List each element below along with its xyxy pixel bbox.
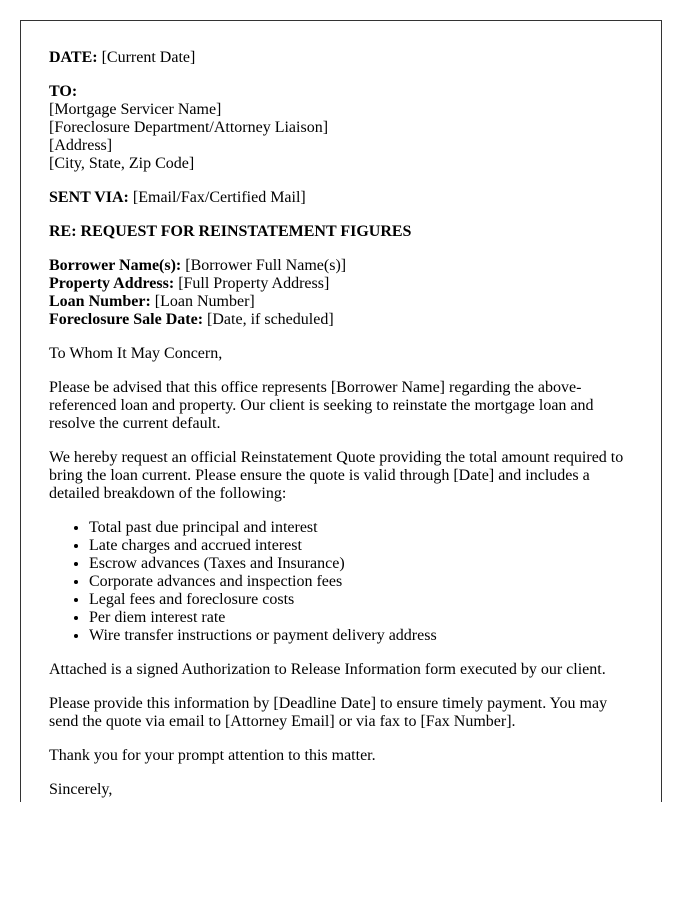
detail-borrower-name (49, 257, 633, 275)
sent-via-line (49, 189, 633, 207)
list-item: • Per diem interest rate (89, 609, 633, 627)
detail-value: [Loan Number] (154, 293, 255, 310)
subject-text: RE: REQUEST FOR REINSTATEMENT FIGURES (49, 223, 412, 240)
subject-line (49, 223, 633, 241)
letter-page (20, 20, 662, 802)
detail-label: Loan Number: (49, 293, 151, 310)
detail-foreclosure-sale-date (49, 311, 633, 329)
paragraph-request: We hereby request an official Reinstatement Quote providing the total amount required to bring the loan current. Please ensure the quote is valid through [Date] and includes a detailed breakdown of the following: (49, 449, 624, 502)
recipient-address: [Address] (49, 137, 113, 154)
list-item: • Late charges and accrued interest (89, 537, 633, 555)
paragraph-attachment: Attached is a signed Authorization to Release Information form executed by our client. (49, 661, 606, 678)
list-item: • Escrow advances (Taxes and Insurance) (89, 555, 633, 573)
list-item: • Legal fees and foreclosure costs (89, 591, 633, 609)
paragraph-representation: Please be advised that this office represents [Borrower Name] regarding the above-referenced loan and property. Our client is seeking to reinstate the mortgage loan and resolve the current default. (49, 379, 594, 432)
list-item: • Corporate advances and inspection fees (89, 573, 633, 591)
breakdown-list (49, 519, 633, 645)
detail-value: [Full Property Address] (178, 275, 330, 292)
recipient-servicer: [Mortgage Servicer Name] (49, 101, 222, 118)
detail-label: Property Address: (49, 275, 175, 292)
recipient-city-state-zip: [City, State, Zip Code] (49, 155, 195, 172)
list-item: • Total past due principal and interest (89, 519, 633, 537)
detail-property-address (49, 275, 633, 293)
loan-details-block (49, 257, 633, 329)
sent-via-label: SENT VIA: (49, 189, 129, 206)
recipient-department: [Foreclosure Department/Attorney Liaison] (49, 119, 329, 136)
to-label: TO: (49, 83, 78, 100)
closing: Sincerely, (49, 781, 113, 798)
detail-label: Foreclosure Sale Date: (49, 311, 204, 328)
date-label: DATE: (49, 49, 98, 66)
detail-value: [Date, if scheduled] (207, 311, 334, 328)
list-item: • Wire transfer instructions or payment delivery address (89, 627, 633, 645)
date-value: [Current Date] (101, 49, 196, 66)
paragraph-deadline: Please provide this information by [Deadline Date] to ensure timely payment. You may send the quote via email to [Attorney Email] or via fax to [Fax Number]. (49, 695, 608, 730)
detail-label: Borrower Name(s): (49, 257, 182, 274)
sent-via-value: [Email/Fax/Certified Mail] (132, 189, 306, 206)
detail-value: [Borrower Full Name(s)] (185, 257, 347, 274)
detail-loan-number (49, 293, 633, 311)
date-line (49, 49, 633, 67)
salutation: To Whom It May Concern, (49, 345, 223, 362)
paragraph-thanks: Thank you for your prompt attention to this matter. (49, 747, 376, 764)
recipient-block (49, 83, 633, 173)
